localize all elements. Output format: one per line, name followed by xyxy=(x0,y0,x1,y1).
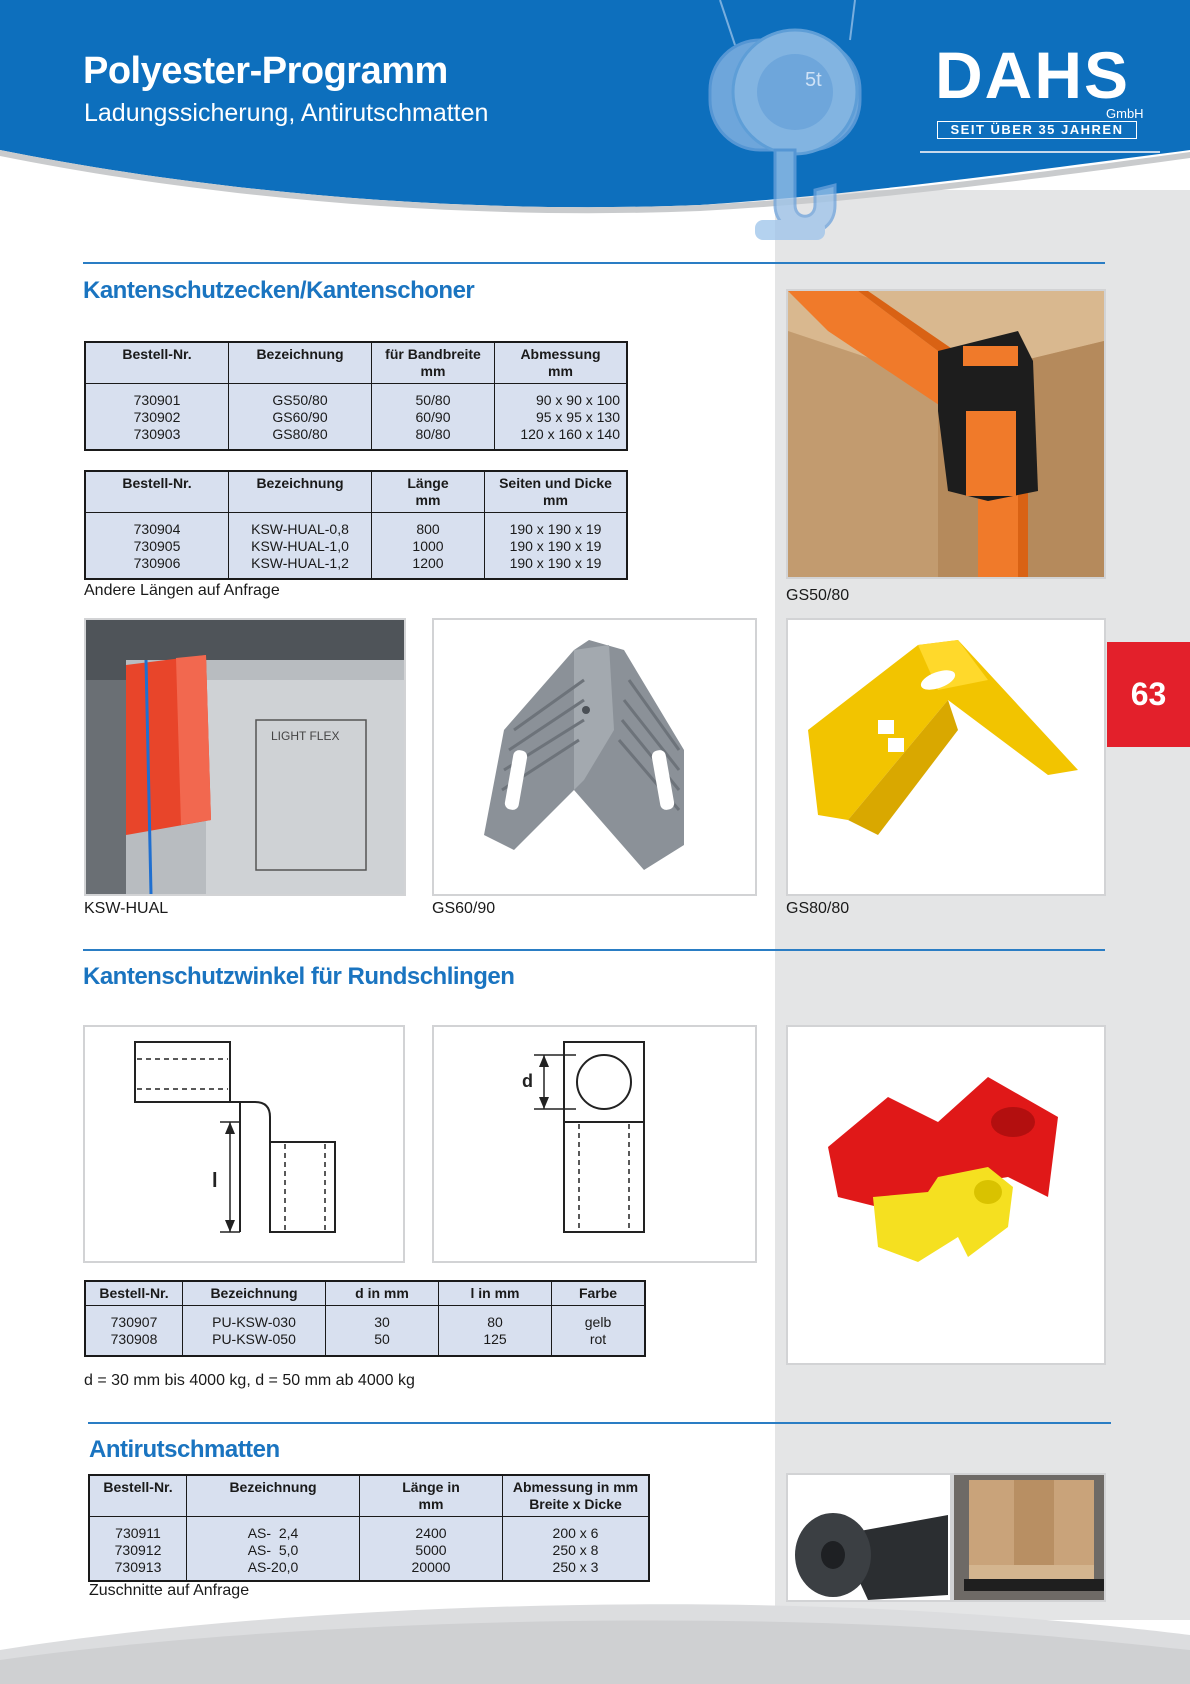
note-load-limits: d = 30 mm bis 4000 kg, d = 50 mm ab 4000 kg xyxy=(84,1372,415,1389)
gs80-illustration xyxy=(788,620,1104,894)
col-header: Bezeichnung xyxy=(183,1281,326,1306)
photo-mat-roll xyxy=(786,1473,952,1602)
col-header: Bestell-Nr. xyxy=(85,342,229,384)
logo-gmbh: GmbH xyxy=(1106,106,1144,121)
table-cell: 30 50 xyxy=(326,1306,439,1356)
table-cell: 2400 5000 20000 xyxy=(360,1517,503,1582)
col-header: Seiten und Dicke mm xyxy=(485,471,628,513)
table-cell: 90 x 90 x 100 95 x 95 x 130 120 x 160 x 140 xyxy=(495,384,628,450)
footer-banner xyxy=(0,1590,1190,1684)
table-cell: GS50/80 GS60/90 GS80/80 xyxy=(229,384,372,450)
gs50-illustration xyxy=(788,291,1104,577)
col-header: Farbe xyxy=(552,1281,646,1306)
caption-gs60: GS60/90 xyxy=(432,900,496,917)
spec-table-ksw xyxy=(84,470,628,580)
col-header: Länge mm xyxy=(372,471,485,513)
mat-pallet-illustration xyxy=(954,1475,1104,1600)
logo-tagline: SEIT ÜBER 35 JAHREN xyxy=(937,121,1137,139)
caption-ksw-hual: KSW-HUAL xyxy=(84,900,169,917)
photo-pu-ksw xyxy=(786,1025,1106,1365)
col-header: Bestell-Nr. xyxy=(85,1281,183,1306)
col-header: für Bandbreite mm xyxy=(372,342,495,384)
caption-gs80: GS80/80 xyxy=(786,900,850,917)
section-divider xyxy=(88,1422,1111,1424)
section-divider xyxy=(83,262,1105,264)
ksw-hual-illustration xyxy=(86,620,404,894)
table-cell: 730904 730905 730906 xyxy=(85,513,229,579)
table-cell: KSW-HUAL-0,8 KSW-HUAL-1,0 KSW-HUAL-1,2 xyxy=(229,513,372,579)
dimension-label-d: d xyxy=(522,1071,533,1091)
mat-roll-illustration xyxy=(788,1475,950,1600)
section-title-kantenschutzecken: Kantenschutzecken/Kantenschoner xyxy=(83,277,475,304)
photo-gs50 xyxy=(786,289,1106,579)
note-lengths: Andere Längen auf Anfrage xyxy=(84,582,280,599)
hook-weight-label: 5t xyxy=(805,69,822,91)
note-cuts: Zuschnitte auf Anfrage xyxy=(89,1582,250,1599)
section-divider xyxy=(83,949,1105,951)
page-title: Polyester-Programm xyxy=(83,50,448,92)
col-header: Bezeichnung xyxy=(229,342,372,384)
table-cell: 80 125 xyxy=(439,1306,552,1356)
col-header: Bezeichnung xyxy=(229,471,372,513)
col-header: Abmessung in mm Breite x Dicke xyxy=(503,1475,650,1517)
gs60-illustration xyxy=(434,620,755,894)
table-cell: 200 x 6 250 x 8 250 x 3 xyxy=(503,1517,650,1582)
col-header: Abmessung mm xyxy=(495,342,628,384)
diagram-side-view xyxy=(83,1025,405,1263)
photo-ksw-hual xyxy=(84,618,406,896)
table-cell: PU-KSW-030 PU-KSW-050 xyxy=(183,1306,326,1356)
table-cell: 50/80 60/90 80/80 xyxy=(372,384,495,450)
table-cell: 730907 730908 xyxy=(85,1306,183,1356)
col-header: l in mm xyxy=(439,1281,552,1306)
photo-gs80 xyxy=(786,618,1106,896)
pu-ksw-illustration xyxy=(788,1027,1104,1363)
photo-mat-pallet xyxy=(952,1473,1106,1602)
caption-gs50: GS50/80 xyxy=(786,587,850,604)
col-header: Bezeichnung xyxy=(187,1475,360,1517)
spec-table-gs xyxy=(84,341,628,451)
photo-label-lightflex: LIGHT FLEX xyxy=(271,729,340,743)
table-cell: 730901 730902 730903 xyxy=(85,384,229,450)
table-cell: 730911 730912 730913 xyxy=(89,1517,187,1582)
table-cell: 800 1000 1200 xyxy=(372,513,485,579)
table-cell: 190 x 190 x 19 190 x 190 x 19 190 x 190 x 19 xyxy=(485,513,628,579)
col-header: Bestell-Nr. xyxy=(85,471,229,513)
page-number-tab: 63 xyxy=(1107,642,1190,747)
company-logo: DAHS xyxy=(935,38,1131,112)
dimension-label-l: l xyxy=(212,1170,218,1192)
spec-table-antirutsch xyxy=(88,1474,650,1582)
col-header: d in mm xyxy=(326,1281,439,1306)
side-view-drawing xyxy=(85,1027,403,1261)
diagram-front-view xyxy=(432,1025,757,1263)
col-header: Länge in mm xyxy=(360,1475,503,1517)
section-title-antirutschmatten: Antirutschmatten xyxy=(89,1436,280,1463)
section-title-kantenschutzwinkel: Kantenschutzwinkel für Rundschlingen xyxy=(83,963,515,990)
spec-table-pu-ksw xyxy=(84,1280,646,1357)
photo-gs60 xyxy=(432,618,757,896)
page-subtitle: Ladungssicherung, Antirutschmatten xyxy=(84,99,489,127)
table-cell: gelb rot xyxy=(552,1306,646,1356)
table-cell: AS- 2,4 AS- 5,0 AS-20,0 xyxy=(187,1517,360,1582)
col-header: Bestell-Nr. xyxy=(89,1475,187,1517)
front-view-drawing xyxy=(434,1027,755,1261)
